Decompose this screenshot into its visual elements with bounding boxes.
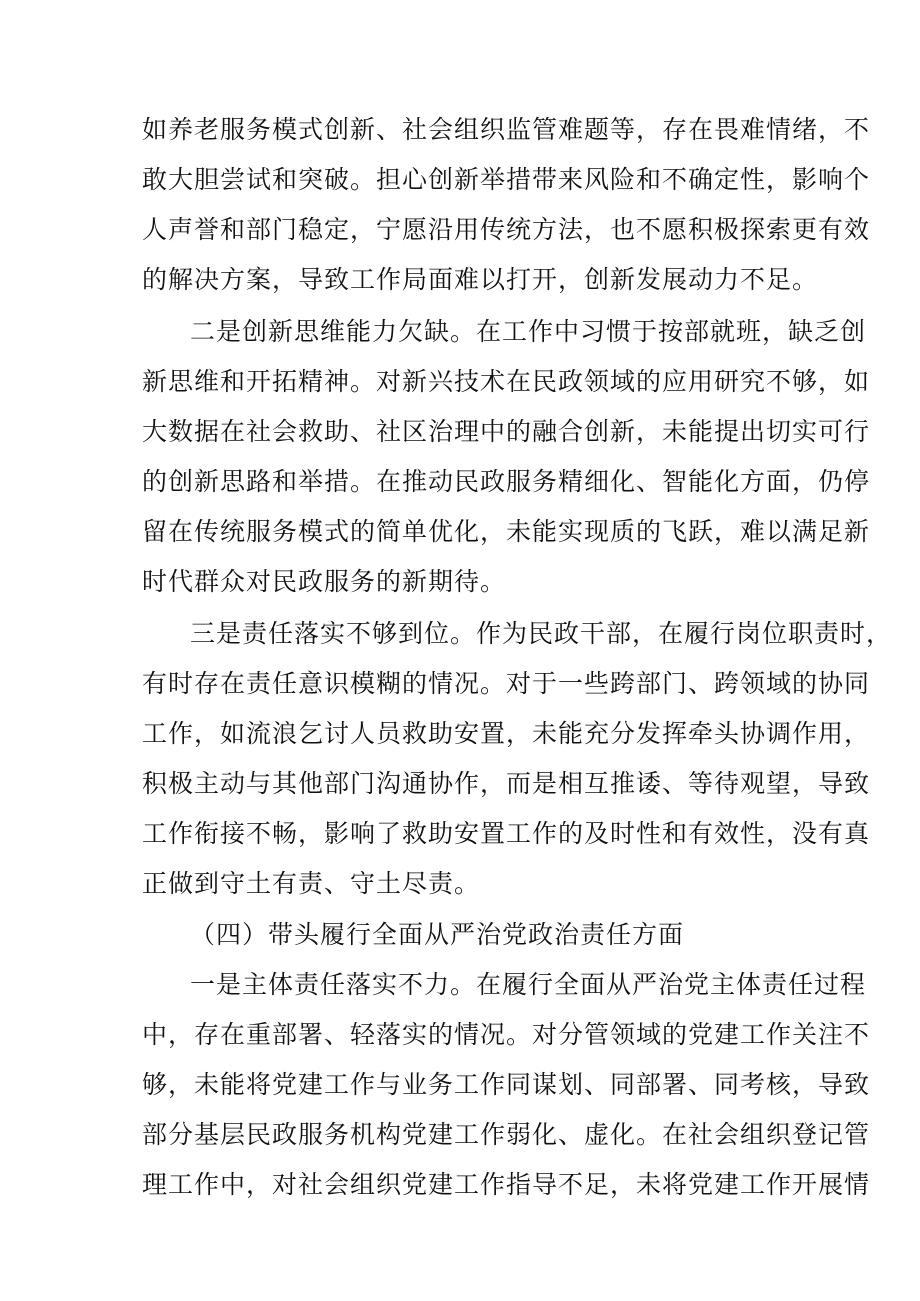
text-line: 新思维和开拓精神。对新兴技术在民政领域的应用研究不够，如 [142,367,871,396]
text-line: 敢大胆尝试和突破。担心创新举措带来风险和不确定性，影响个 [142,165,871,194]
paragraph-start-line: 一是主体责任落实不力。在履行全面从严治党主体责任过程 [190,970,867,999]
text-line: 积极主动与其他部门沟通协作，而是相互推诿、等待观望，导致 [142,769,871,798]
text-line: 理工作中，对社会组织党建工作指导不足，未将党建工作开展情 [142,1170,871,1199]
text-line: 中，存在重部署、轻落实的情况。对分管领域的党建工作关注不 [142,1020,871,1049]
text-line: 够，未能将党建工作与业务工作同谋划、同部署、同考核，导致 [142,1070,871,1099]
text-line: 的创新思路和举措。在推动民政服务精细化、智能化方面，仍停 [142,467,871,496]
paragraph-start-line: 二是创新思维能力欠缺。在工作中习惯于按部就班，缺乏创 [190,317,867,346]
text-line: 时代群众对民政服务的新期待。 [142,567,507,596]
section-heading: （四）带头履行全面从严治党政治责任方面 [190,920,685,949]
text-line: 有时存在责任意识模糊的情况。对于一些跨部门、跨领域的协同 [142,669,871,698]
text-line: 工作衔接不畅，影响了救助安置工作的及时性和有效性，没有真 [142,819,871,848]
text-line: 工作，如流浪乞讨人员救助安置，未能充分发挥牵头协调作用， [142,719,871,748]
text-line: 部分基层民政服务机构党建工作弱化、虚化。在社会组织登记管 [142,1120,871,1149]
text-line: 如养老服务模式创新、社会组织监管难题等，存在畏难情绪，不 [142,115,871,144]
text-line: 正做到守土有责、守土尽责。 [142,869,481,898]
text-line: 人声誉和部门稳定，宁愿沿用传统方法，也不愿积极探索更有效 [142,215,871,244]
text-line: 的解决方案，导致工作局面难以打开，创新发展动力不足。 [142,265,819,294]
text-line: 留在传统服务模式的简单优化，未能实现质的飞跃，难以满足新 [142,517,871,546]
paragraph-start-line: 三是责任落实不够到位。作为民政干部，在履行岗位职责时， [190,619,893,648]
text-line: 大数据在社会救助、社区治理中的融合创新，未能提出切实可行 [142,417,871,446]
